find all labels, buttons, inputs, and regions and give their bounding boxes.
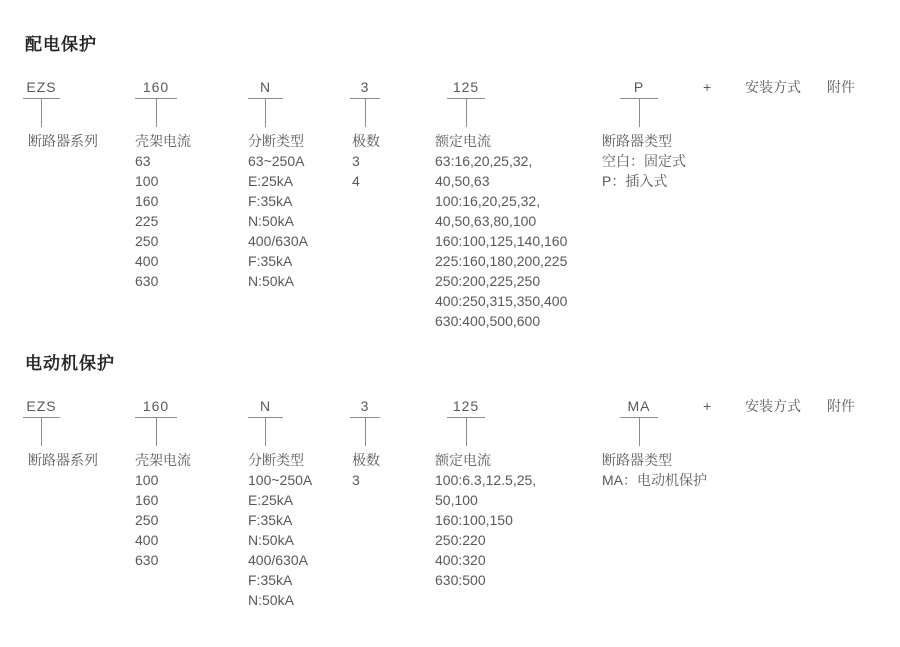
- column-list-poles: [352, 131, 380, 191]
- code-poles: 3: [350, 80, 380, 99]
- column-label: 壳架电流: [135, 133, 191, 149]
- list-item: F:35kA: [248, 572, 293, 588]
- column-list-breaker-type: [602, 131, 686, 191]
- list-item: 250:200,225,250: [435, 273, 541, 289]
- list-item: 63: [135, 153, 151, 169]
- column-label: 极数: [352, 133, 380, 149]
- list-item: 400/630A: [248, 233, 308, 249]
- code-rated-current: 125: [447, 80, 485, 99]
- list-item: 3: [352, 472, 360, 488]
- list-item: 40,50,63: [435, 173, 490, 189]
- list-item: 250: [135, 233, 159, 249]
- list-item: 空白：固定式: [602, 153, 686, 169]
- column-label: 额定电流: [435, 133, 491, 149]
- list-item: 250: [135, 512, 159, 528]
- list-item: F:35kA: [248, 253, 293, 269]
- column-label: 额定电流: [435, 452, 491, 468]
- list-item: 100~250A: [248, 472, 313, 488]
- code-poles: 3: [350, 399, 380, 418]
- list-item: 63:16,20,25,32,: [435, 153, 533, 169]
- column-list-breaker-type: [602, 450, 707, 490]
- connector-line: [365, 417, 366, 446]
- list-item: N:50kA: [248, 592, 294, 608]
- list-item: 100: [135, 173, 159, 189]
- connector-line: [156, 98, 157, 127]
- list-item: 40,50,63,80,100: [435, 213, 537, 229]
- column-label: 断路器系列: [28, 133, 98, 149]
- list-item: 225:160,180,200,225: [435, 253, 568, 269]
- column-list-rated-current: [435, 131, 567, 331]
- list-item: 160: [135, 193, 159, 209]
- list-item: F:35kA: [248, 193, 293, 209]
- list-item: N:50kA: [248, 273, 294, 289]
- column-label: 极数: [352, 452, 380, 468]
- connector-line: [639, 417, 640, 446]
- list-item: 250:220: [435, 532, 486, 548]
- code-series: EZS: [23, 80, 60, 99]
- list-item: 400: [135, 253, 159, 269]
- connector-line: [365, 98, 366, 127]
- install-method-label: 安装方式: [745, 398, 801, 414]
- list-item: E:25kA: [248, 173, 294, 189]
- list-item: 160:100,125,140,160: [435, 233, 568, 249]
- list-item: N:50kA: [248, 213, 294, 229]
- column-label: 断路器类型: [602, 133, 672, 149]
- plus-sign: +: [703, 398, 712, 414]
- section-title: 配电保护: [25, 35, 97, 54]
- list-item: 160:100,150: [435, 512, 513, 528]
- column-list-poles: [352, 450, 380, 490]
- section-motor-protection: [0, 319, 900, 647]
- plus-sign: +: [703, 79, 712, 95]
- column-label: 断路器类型: [602, 452, 672, 468]
- code-series: EZS: [23, 399, 60, 418]
- list-item: 400:250,315,350,400: [435, 293, 568, 309]
- connector-line: [466, 417, 467, 446]
- column-label: 分断类型: [248, 452, 304, 468]
- list-item: MA：电动机保护: [602, 472, 707, 488]
- column-label: 分断类型: [248, 133, 304, 149]
- list-item: 100:16,20,25,32,: [435, 193, 541, 209]
- connector-line: [639, 98, 640, 127]
- list-item: 630: [135, 273, 159, 289]
- column-list-series: [28, 450, 98, 470]
- column-list-frame-current: [135, 131, 191, 291]
- code-frame-current: 160: [135, 80, 177, 99]
- list-item: 160: [135, 492, 159, 508]
- code-breaking-type: N: [248, 80, 283, 99]
- section-title: 电动机保护: [25, 354, 115, 373]
- column-list-breaking-type: [248, 450, 312, 610]
- connector-line: [41, 98, 42, 127]
- list-item: 400:320: [435, 552, 486, 568]
- connector-line: [41, 417, 42, 446]
- connector-line: [156, 417, 157, 446]
- column-list-breaking-type: [248, 131, 308, 291]
- code-rated-current: 125: [447, 399, 485, 418]
- connector-line: [265, 417, 266, 446]
- accessory-label: 附件: [827, 398, 855, 414]
- connector-line: [466, 98, 467, 127]
- list-item: 4: [352, 173, 360, 189]
- list-item: 225: [135, 213, 159, 229]
- list-item: 3: [352, 153, 360, 169]
- code-breaker-type: MA: [620, 399, 658, 418]
- column-label: 断路器系列: [28, 452, 98, 468]
- install-method-label: 安装方式: [745, 79, 801, 95]
- list-item: 630:400,500,600: [435, 313, 541, 329]
- list-item: F:35kA: [248, 512, 293, 528]
- code-breaker-type: P: [620, 80, 658, 99]
- accessory-label: 附件: [827, 79, 855, 95]
- code-breaking-type: N: [248, 399, 283, 418]
- code-frame-current: 160: [135, 399, 177, 418]
- column-list-frame-current: [135, 450, 191, 570]
- list-item: 630: [135, 552, 159, 568]
- list-item: 100:6.3,12.5,25,: [435, 472, 537, 488]
- list-item: N:50kA: [248, 532, 294, 548]
- list-item: 100: [135, 472, 159, 488]
- list-item: 50,100: [435, 492, 478, 508]
- list-item: E:25kA: [248, 492, 294, 508]
- list-item: 630:500: [435, 572, 486, 588]
- list-item: 400/630A: [248, 552, 308, 568]
- list-item: 63~250A: [248, 153, 305, 169]
- column-list-rated-current: [435, 450, 536, 590]
- list-item: 400: [135, 532, 159, 548]
- column-list-series: [28, 131, 98, 151]
- connector-line: [265, 98, 266, 127]
- list-item: P：插入式: [602, 173, 668, 189]
- column-label: 壳架电流: [135, 452, 191, 468]
